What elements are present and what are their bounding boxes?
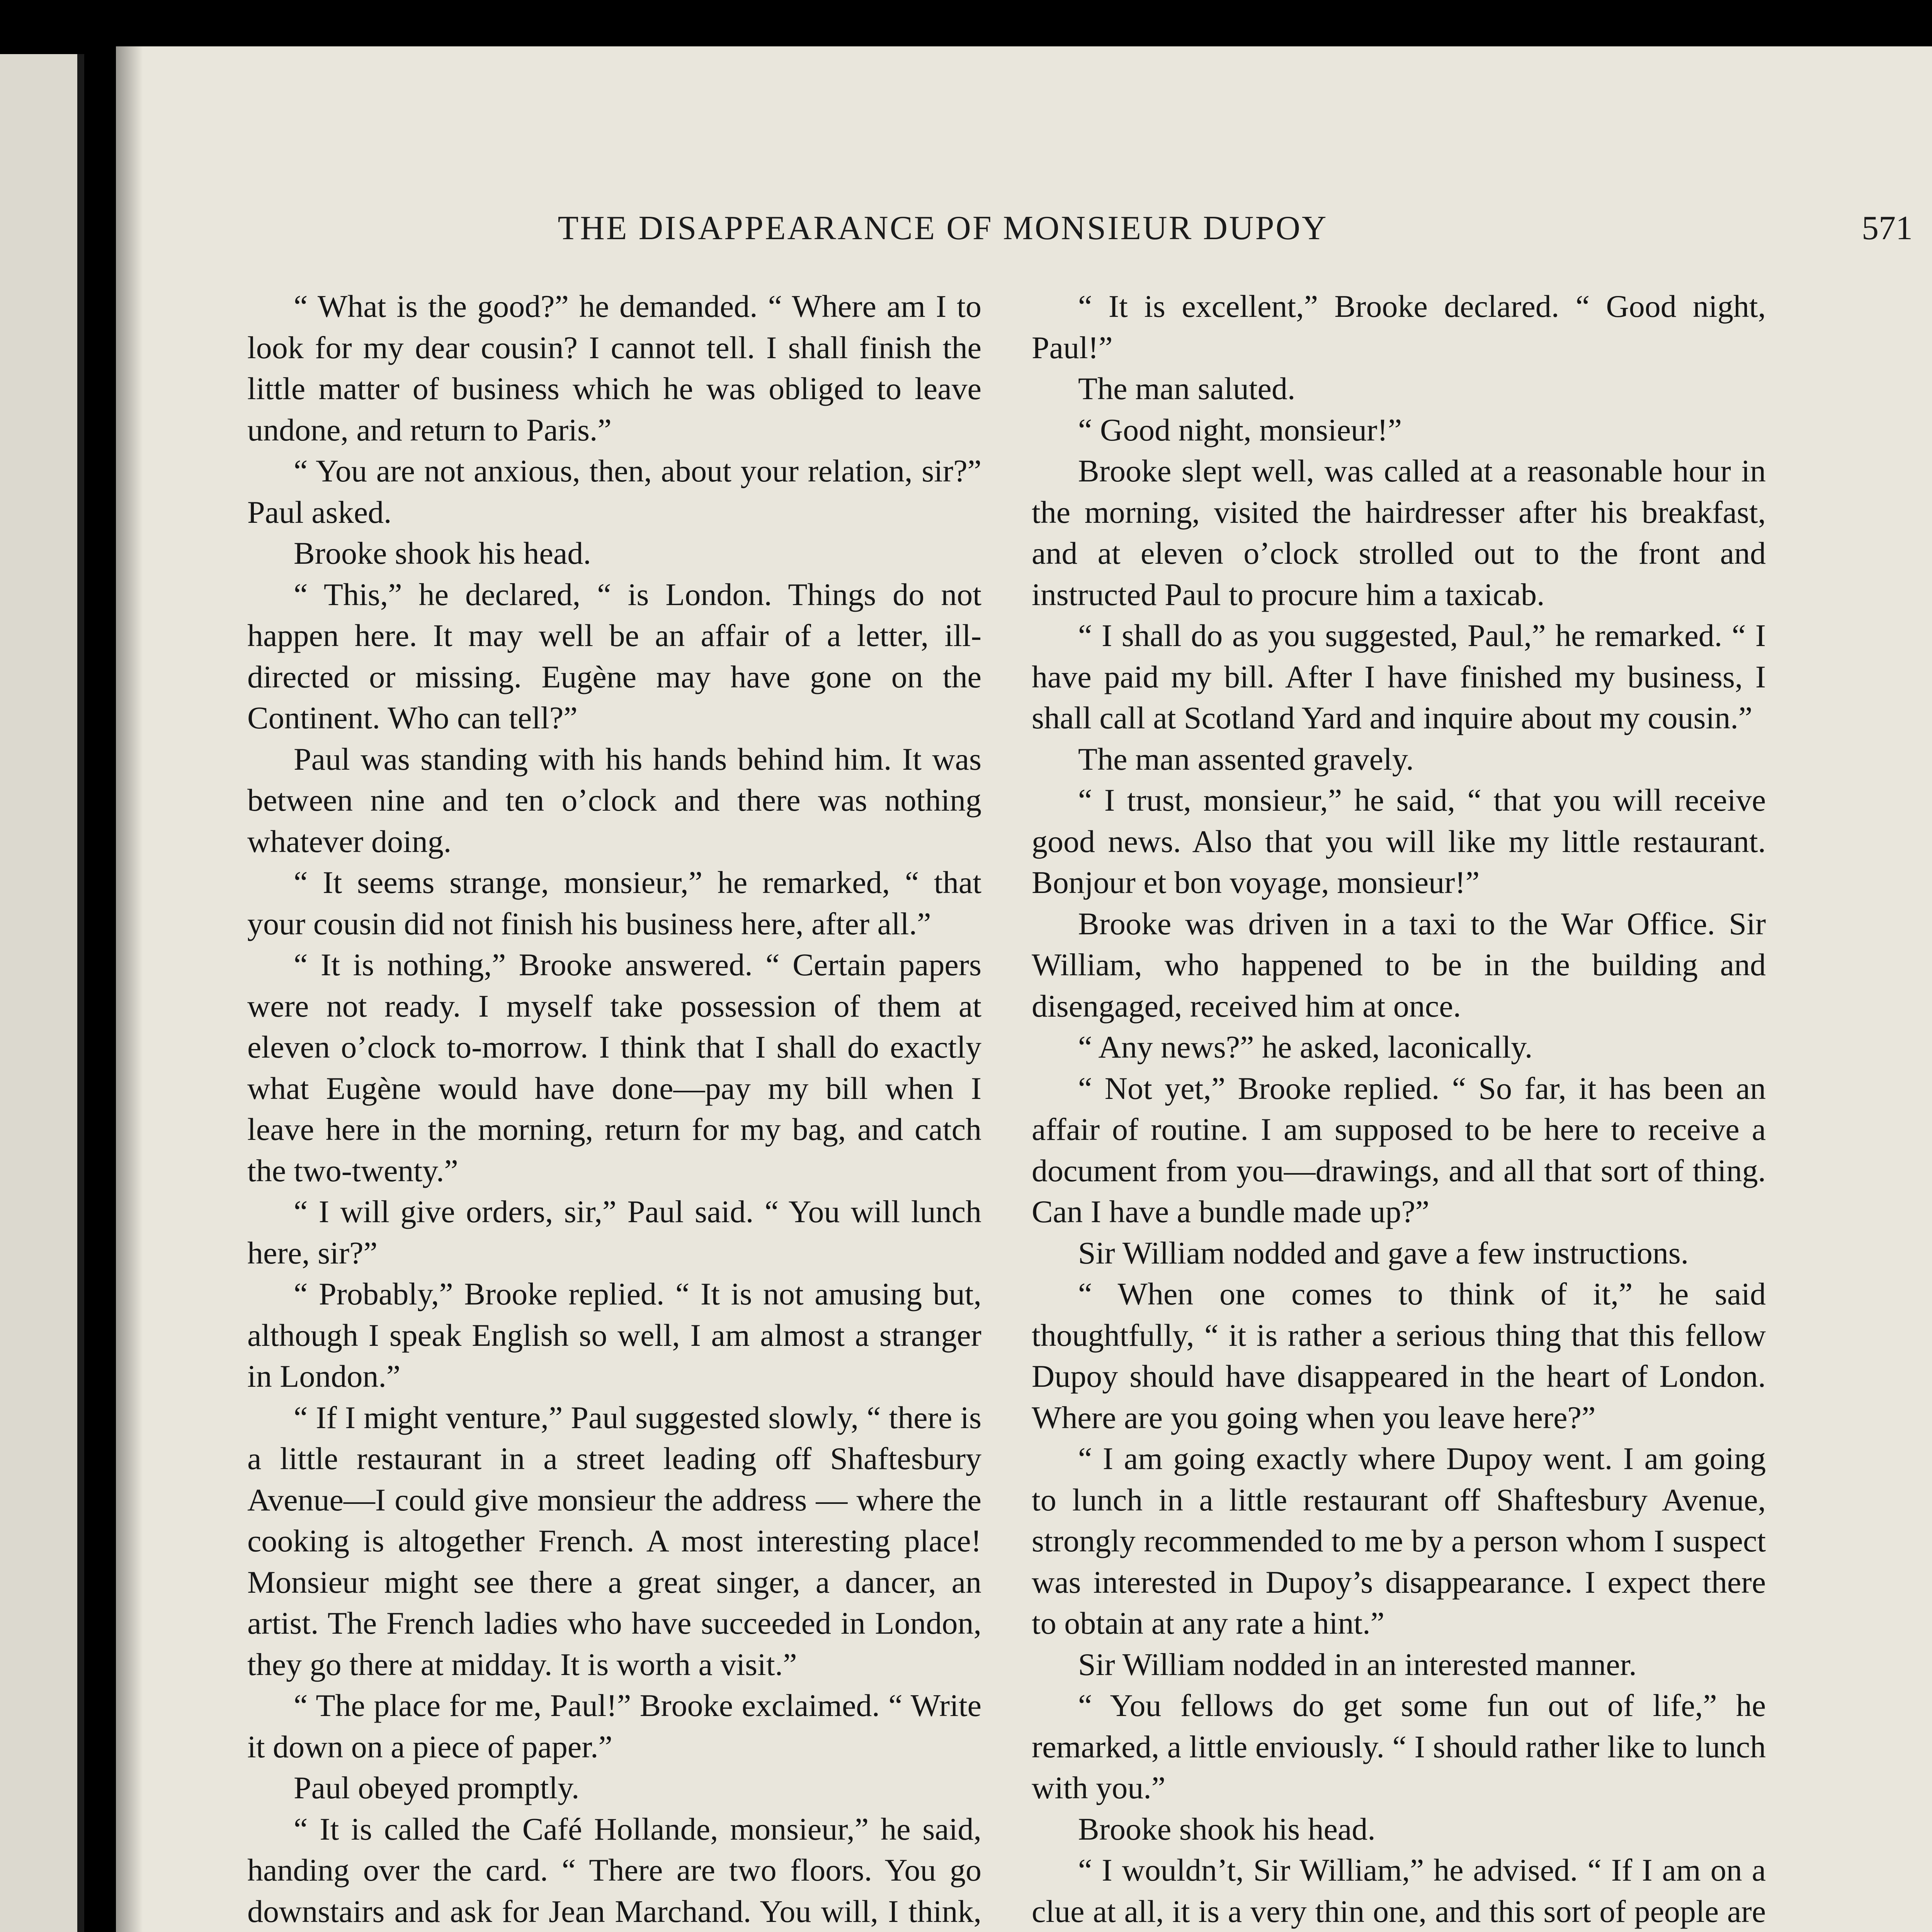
paragraph: “ You fellows do get some fun out of life,” he remarked, a little enviously. “ I should rather like to lunch with you.”	[1032, 1688, 1766, 1805]
paragraph: “ Good night, monsieur!”	[1078, 412, 1402, 447]
paragraph: “ Probably,” Brooke replied. “ It is not amusing but, although I speak English so well, I am almost a stranger in London.”	[247, 1276, 981, 1394]
paragraph: The man assented gravely.	[1078, 741, 1414, 777]
paragraph: “ I am going exactly where Dupoy went. I am going to lunch in a little restaurant off Shaftesbury Avenue, strongly recommended to me by a person whom I suspect was interested in Dupoy’s disappearance. I expect there to obtain at any rate a hint.”	[1032, 1441, 1766, 1641]
paragraph: Brooke shook his head.	[294, 536, 591, 571]
paragraph: “ It seems strange, monsieur,” he remarked, “ that your cousin did not finish his business here, after all.”	[247, 865, 981, 941]
paragraph: “ I wouldn’t, Sir William,” he advised. “ If I am on a clue at all, it is a very thin one, and this sort of people are	[1032, 1852, 1766, 1929]
paragraph: Paul obeyed promptly.	[294, 1770, 580, 1805]
right-text-column	[1032, 286, 1766, 1932]
page-number: 571	[1862, 209, 1913, 247]
paragraph: The man saluted.	[1078, 371, 1296, 406]
paragraph: Sir William nodded in an interested manner.	[1078, 1646, 1637, 1682]
running-title: THE DISAPPEARANCE OF MONSIEUR DUPOY	[558, 209, 1328, 247]
paragraph: Brooke was driven in a taxi to the War Office. Sir William, who happened to be in the building and disengaged, received him at once.	[1032, 906, 1766, 1024]
paragraph: Brooke shook his head.	[1078, 1811, 1376, 1847]
book-page	[116, 46, 1932, 1932]
paragraph: “ It is called the Café Hollande, monsieur,” he said, handing over the card. “ There are two floors. You go downstairs and ask for Jean Marchand. You will, I think,	[247, 1811, 981, 1929]
page-header	[247, 209, 1913, 263]
paragraph: Brooke slept well, was called at a reasonable hour in the morning, visited the hairdresser after his breakfast, and at eleven o’clock strolled out to the front and instructed Paul to procure him a taxicab.	[1032, 453, 1766, 612]
paragraph: “ When one comes to think of it,” he said thoughtfully, “ it is rather a serious thing that this fellow Dupoy should have disappeared in the heart of London. Where are you going when you leave here?”	[1032, 1276, 1766, 1435]
paragraph: “ Any news?” he asked, laconically.	[1078, 1029, 1533, 1065]
paragraph: Paul was standing with his hands behind him. It was between nine and ten o’clock and there was nothing whatever doing.	[247, 741, 981, 859]
paragraph: “ This,” he declared, “ is London. Things do not happen here. It may well be an affair of a letter, ill-directed or missing. Eugène may have gone on the Continent. Who can tell?”	[247, 577, 981, 735]
previous-page-edge	[0, 54, 84, 1932]
left-text-column	[247, 286, 981, 1932]
paragraph: “ The place for me, Paul!” Brooke exclaimed. “ Write it down on a piece of paper.”	[247, 1688, 981, 1764]
paragraph: “ It is nothing,” Brooke answered. “ Certain papers were not ready. I myself take possession of them at eleven o’clock to-morrow. I think that I shall do exactly what Eugène would have done—pay my bill when I leave here in the morning, return for my bag, and catch the two-twenty.”	[247, 947, 981, 1188]
spine-shadow	[116, 46, 143, 1932]
paragraph: “ Not yet,” Brooke replied. “ So far, it has been an affair of routine. I am supposed to be here to receive a document from you—drawings, and all that sort of thing. Can I have a bundle made up?”	[1032, 1070, 1766, 1229]
paragraph: “ I shall do as you suggested, Paul,” he remarked. “ I have paid my bill. After I have finished my business, I shall call at Scotland Yard and inquire about my cousin.”	[1032, 618, 1766, 735]
paragraph: “ It is excellent,” Brooke declared. “ Good night, Paul!”	[1032, 289, 1766, 365]
paragraph: “ You are not anxious, then, about your relation, sir?” Paul asked.	[247, 453, 981, 530]
paragraph: “ I will give orders, sir,” Paul said. “ You will lunch here, sir?”	[247, 1194, 981, 1270]
paragraph: Sir William nodded and gave a few instructions.	[1078, 1235, 1689, 1270]
paragraph: “ If I might venture,” Paul suggested slowly, “ there is a little restaurant in a street leading off Shaftesbury Avenue—I could give monsieur the address — where the cooking is altogether French. A most interesting place! Monsieur might see there a great singer, a dancer, an artist. The French ladies who have succeeded in London, they go there at midday. It is worth a visit.”	[247, 1400, 981, 1682]
paragraph: “ What is the good?” he demanded. “ Where am I to look for my dear cousin? I cannot tell. I shall finish the little matter of business which he was obliged to leave undone, and return to Paris.”	[247, 289, 981, 447]
paragraph: “ I trust, monsieur,” he said, “ that you will receive good news. Also that you will like my little restaurant. Bonjour et bon voyage, monsieur!”	[1032, 782, 1766, 900]
